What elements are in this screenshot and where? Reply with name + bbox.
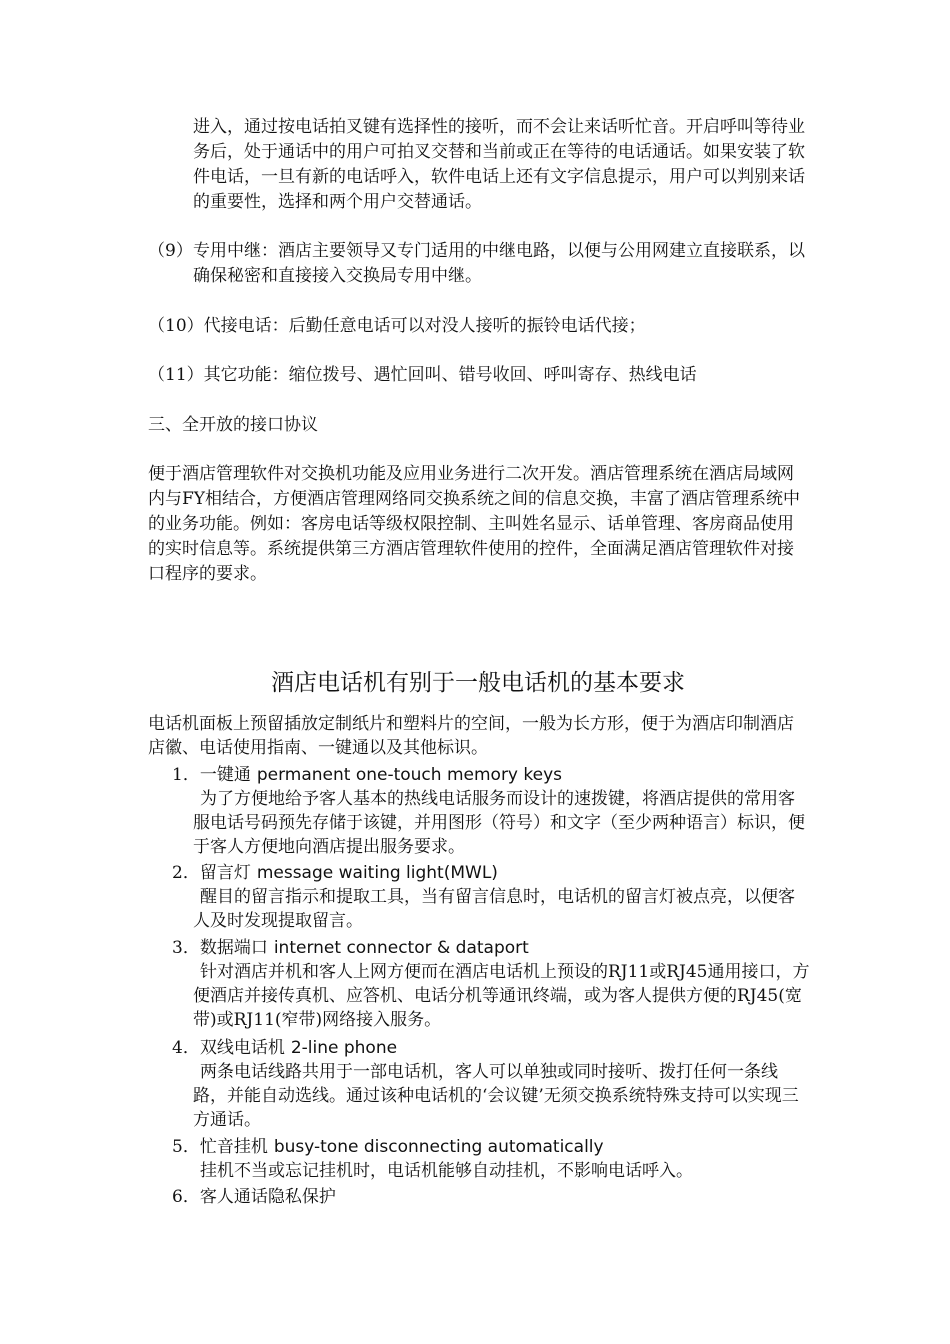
item-9 xyxy=(148,239,808,286)
list-item-number: 4． xyxy=(172,1038,200,1058)
list-item-en-title: busy-tone disconnecting automatically xyxy=(273,1137,604,1157)
list-item-cn-title: 留言灯 xyxy=(199,863,251,883)
list-item-number: 6． xyxy=(172,1187,200,1207)
item-9-text: 专用中继：酒店主要领导又专门适用的中继电路，以便与公用网建立直接联系，以确保秘密和直接接入交换局专用中继。 xyxy=(193,241,805,286)
list-item-cn-title: 数据端口 xyxy=(199,938,268,958)
list-item-3-header xyxy=(172,936,529,960)
list-item-en-title: 2-line phone xyxy=(290,1038,398,1058)
page-heading: 酒店电话机有别于一般电话机的基本要求 xyxy=(271,670,685,696)
list-item-cn-title: 一键通 xyxy=(199,765,251,785)
list-item-en-title: permanent one-touch memory keys xyxy=(256,765,563,785)
section-3-body: 便于酒店管理软件对交换机功能及应用业务进行二次开发。酒店管理系统在酒店局域网内与FY相结合，方便酒店管理网络同交换系统之间的信息交换，丰富了酒店管理系统中的业务功能。例如：客房电话等级权限控制、主叫姓名显示、话单管理、客房商品使用的实时信息等。系统提供第三方酒店管理软件使用的控件，全面满足酒店管理软件对接口程序的要求。 xyxy=(148,464,801,584)
list-item-number: 5． xyxy=(172,1137,200,1157)
list-item-1-header xyxy=(172,763,562,787)
list-item-6-header xyxy=(172,1185,336,1209)
list-item-cn-title: 双线电话机 xyxy=(199,1038,285,1058)
list-item-number: 3． xyxy=(172,938,200,958)
list-item-en-title: message waiting light(MWL) xyxy=(256,863,498,883)
list-item-cn-title: 客人通话隐私保护 xyxy=(199,1187,336,1207)
list-item-3-body: 针对酒店并机和客人上网方便而在酒店电话机上预设的RJ11或RJ45通用接口，方便酒店并接传真机、应答机、电话分机等通讯终端，或为客人提供方便的RJ45(宽带)或RJ11(窄带)网络接入服务。 xyxy=(193,962,810,1030)
list-item-4-header xyxy=(172,1036,397,1060)
list-item-2-body: 醒目的留言指示和提取工具，当有留言信息时，电话机的留言灯被点亮，以便客人及时发现提取留言。 xyxy=(193,887,795,931)
item-11: （11）其它功能：缩位拨号、遇忙回叫、错号收回、呼叫寄存、热线电话 xyxy=(148,365,697,385)
list-item-number: 1． xyxy=(172,765,200,785)
section-3-title: 三、全开放的接口协议 xyxy=(148,415,318,435)
item-9-number: （9） xyxy=(148,241,193,261)
intro-paragraph: 电话机面板上预留插放定制纸片和塑料片的空间，一般为长方形，便于为酒店印制酒店店徽、电话使用指南、一键通以及其他标识。 xyxy=(148,714,794,758)
item-10: （10）代接电话：后勤任意电话可以对没人接听的振铃电话代接； xyxy=(148,316,646,336)
list-item-4-body: 两条电话线路共用于一部电话机，客人可以单独或同时接听、拨打任何一条线路，并能自动选线。通过该种电话机的‘会议键’无须交换系统特殊支持可以实现三方通话。 xyxy=(193,1062,799,1130)
list-item-en-title: internet connector & dataport xyxy=(273,938,529,958)
list-item-cn-title: 忙音挂机 xyxy=(199,1137,268,1157)
paragraph-call-waiting: 进入，通过按电话拍叉键有选择性的接听，而不会让来话听忙音。开启呼叫等待业务后，处于通话中的用户可拍叉交替和当前或正在等待的电话通话。如果安装了软件电话，一旦有新的电话呼入，软件电话上还有文字信息提示，用户可以判别来话的重要性，选择和两个用户交替通话。 xyxy=(193,117,805,212)
list-item-5-body: 挂机不当或忘记挂机时，电话机能够自动挂机，不影响电话呼入。 xyxy=(200,1161,693,1181)
list-item-5-header xyxy=(172,1135,604,1159)
list-item-1-body: 为了方便地给予客人基本的热线电话服务而设计的速拨键，将酒店提供的常用客服电话号码预先存储于该键，并用图形（符号）和文字（至少两种语言）标识，便于客人方便地向酒店提出服务要求。 xyxy=(193,789,805,857)
list-item-number: 2． xyxy=(172,863,200,883)
list-item-2-header xyxy=(172,861,498,885)
